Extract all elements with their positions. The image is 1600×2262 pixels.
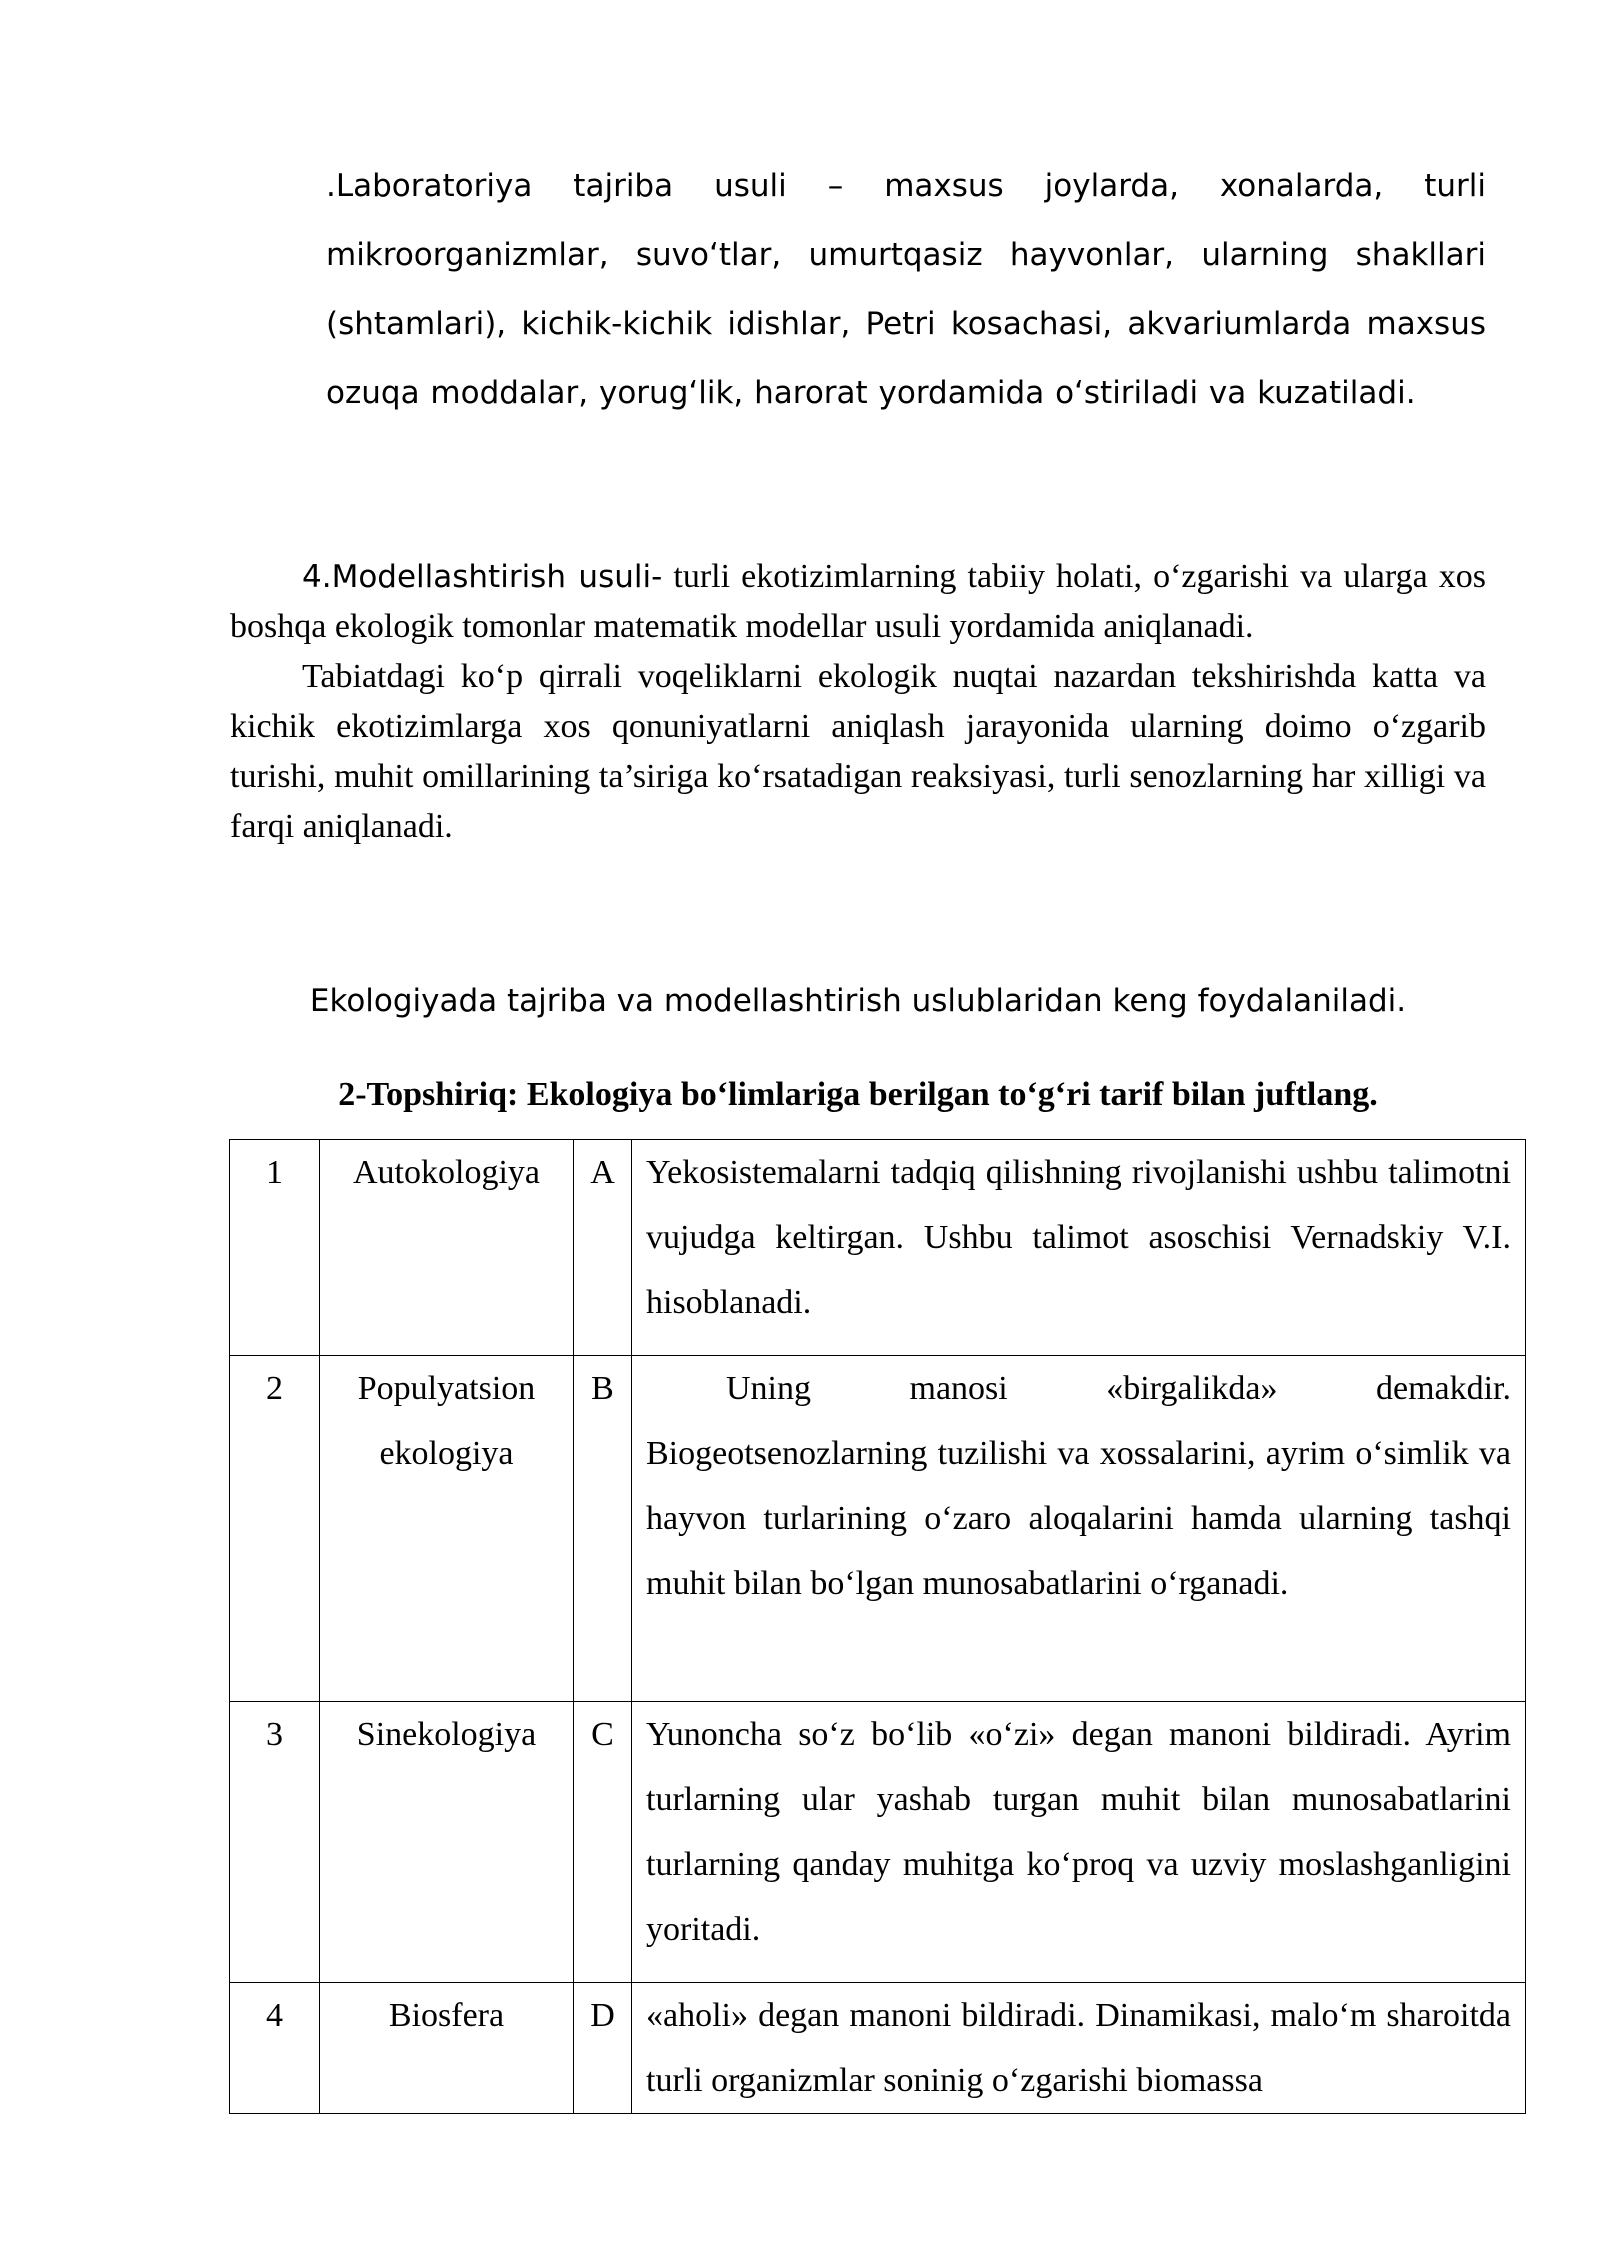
laboratory-method-paragraph: .Laboratoriya tajriba usuli – maxsus joylarda, xonalarda, turli mikroorganizmlar, suvo‘tlar, umurtqasiz hayvonlar, ularning shakllari (shtamlari), kichik-kichik idishlar, Petri kosachasi, akvariumlarda maxsus ozuqa moddalar, yorug‘lik, harorat yordamida o‘stiriladi va kuzatiladi.	[326, 168, 1486, 411]
task-title: 2-Topshiriq: Ekologiya bo‘limlariga berilgan to‘g‘ri tarif bilan juftlang.	[338, 1076, 1378, 1113]
definition-letter: D	[574, 1983, 632, 2114]
definition-text: Uning manosi «birgalikda» demakdir. Biogeotsenozlarning tuzilishi va xossalarini, ayrim o‘simlik va hayvon turlarining o‘zaro aloqalarini hamda ularning tashqi muhit bilan bo‘lgan munosabatlarini o‘rganadi.	[632, 1356, 1526, 1702]
modelling-method-text: turli ekotizimlarning tabiiy holati, o‘zgarishi va ularga xos boshqa ekologik tomonlar matematik modellar usuli yordamida aniqlanadi.	[230, 558, 1486, 645]
row-number: 2	[230, 1356, 320, 1702]
ecology-term: Biosfera	[320, 1983, 574, 2114]
summary-line: Ekologiyada tajriba va modellashtirish uslublaridan keng foydalaniladi.	[309, 983, 1407, 1019]
definition-letter: B	[574, 1356, 632, 1702]
row-number: 3	[230, 1702, 320, 1983]
ecology-term: Autokologiya	[320, 1140, 574, 1356]
matching-table	[229, 1139, 1526, 2114]
definition-letter: A	[574, 1140, 632, 1356]
modelling-method-paragraph	[230, 552, 1486, 652]
modelling-method-section	[230, 552, 1486, 852]
table-row	[230, 1983, 1526, 2114]
nature-paragraph: Tabiatdagi ko‘p qirrali voqeliklarni ekologik nuqtai nazardan tekshirishda katta va kichik ekotizimlarga xos qonuniyatlarni aniqlash jarayonida ularning doimo o‘zgarib turishi, muhit omillarining ta’siriga ko‘rsatadigan reaksiyasi, turli senozlarning har xilligi va farqi aniqlanadi.	[230, 658, 1486, 845]
table-row	[230, 1140, 1526, 1356]
row-number: 4	[230, 1983, 320, 2114]
table-row	[230, 1702, 1526, 1983]
ecology-term: Sinekologiya	[320, 1702, 574, 1983]
modelling-method-heading: 4.Modellashtirish usuli-	[302, 559, 663, 595]
table-row	[230, 1356, 1526, 1702]
definition-text: Yunoncha so‘z bo‘lib «o‘zi» degan manoni bildiradi. Ayrim turlarning ular yashab turgan muhit bilan munosabatlarini turlarning qanday muhitga ko‘proq va uzviy moslashganligini yoritadi.	[632, 1702, 1526, 1983]
definition-text: «aholi» degan manoni bildiradi. Dinamikasi, malo‘m sharoitda turli organizmlar soninig o‘zgarishi biomassa	[632, 1983, 1526, 2114]
row-number: 1	[230, 1140, 320, 1356]
definition-text: Yekosistemalarni tadqiq qilishning rivojlanishi ushbu talimotni vujudga keltirgan. Ushbu talimot asoschisi Vernadskiy V.I. hisoblanadi.	[632, 1140, 1526, 1356]
definition-letter: C	[574, 1702, 632, 1983]
ecology-term: Populyatsion ekologiya	[320, 1356, 574, 1702]
